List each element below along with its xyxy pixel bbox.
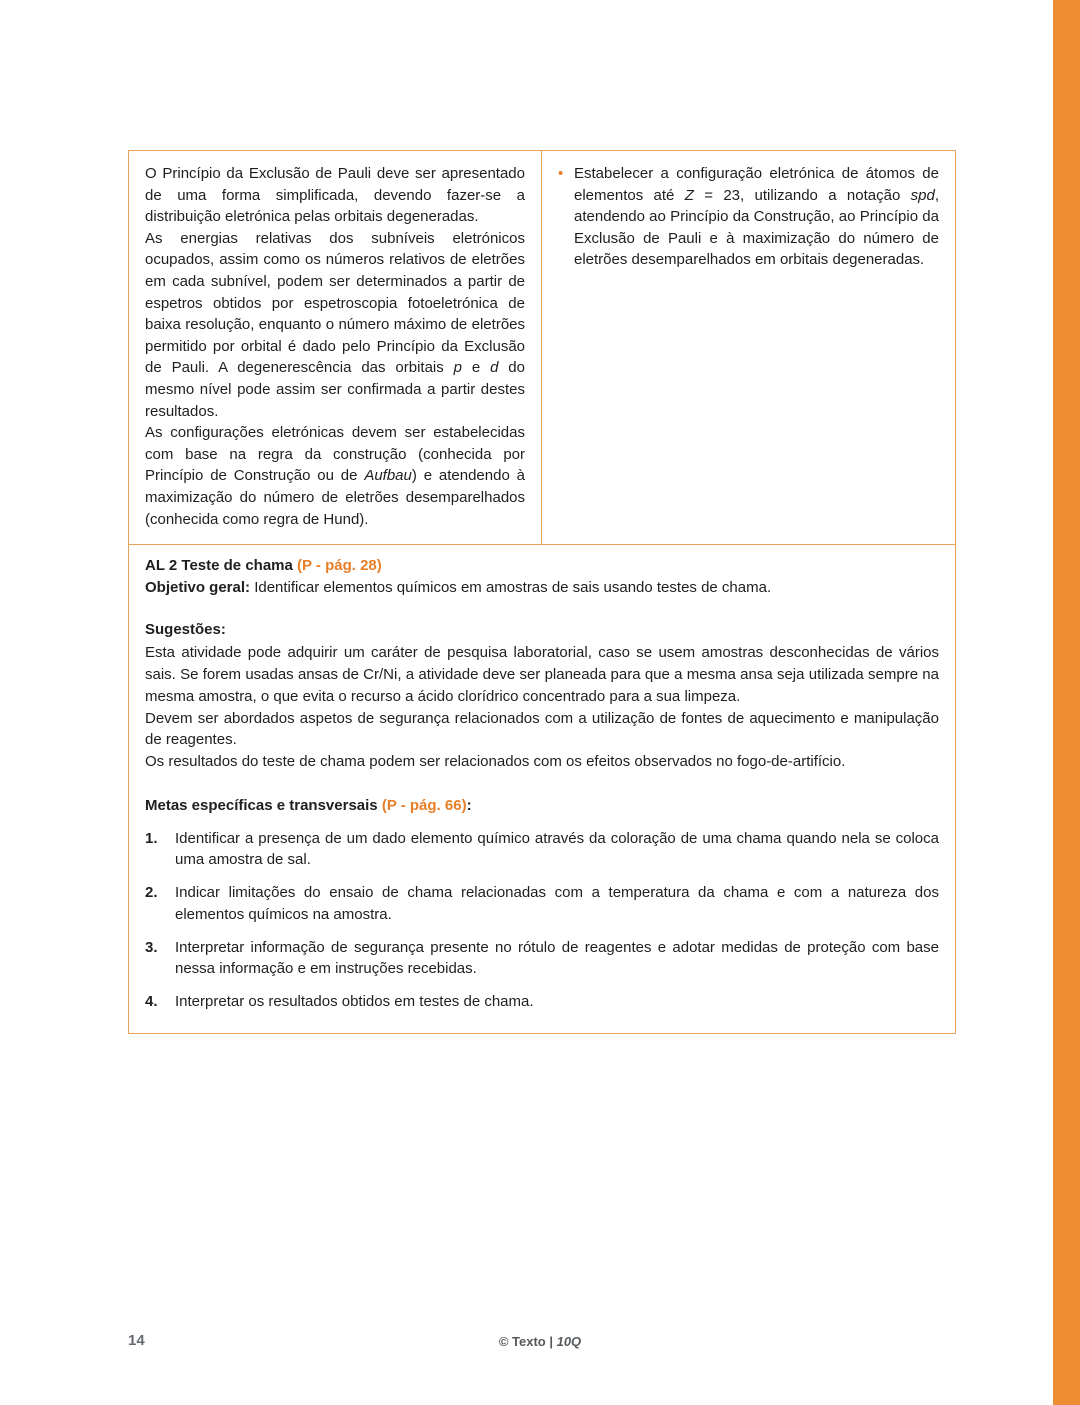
paragraph	[145, 422, 525, 530]
page-accent-sidebar	[1053, 0, 1080, 1405]
list-item-number: 1.	[145, 829, 158, 847]
goals-page-ref: (P - pág. 66)	[381, 796, 467, 814]
objective-label: Objetivo geral:	[145, 578, 251, 596]
suggestions-body	[145, 642, 939, 773]
list-item-number: 3.	[145, 938, 158, 956]
list-item-number: 4.	[145, 993, 158, 1011]
list-item	[145, 937, 939, 981]
text-run: As energias relativas dos subníveis eletrónicos ocupados, assim como os números relativos de eletrões em cada subnível, podem ser determinados a partir de espetros obtidos por espetroscopia fotoeletrónica de baixa resolução, enquanto o número máximo de eletrões permitido por orbital é dado pelo Princípio da Exclusão de Pauli. A degenerescência das orbitais	[145, 229, 525, 377]
list-item	[145, 991, 939, 1013]
text-run: , atendendo ao Princípio da Construção, ao Princípio da Exclusão de Pauli e à maximização do número de eletrões desemparelhados em orbitais degeneradas.	[574, 186, 939, 269]
list-item	[145, 828, 939, 872]
paragraph: Esta atividade pode adquirir um caráter de pesquisa laboratorial, caso se usem amostras desconhecidas de vários sais. Se forem usadas ansas de Cr/Ni, a atividade deve ser planeada para que a mesma ansa seja utilizada sempre na mesma amostra, o que evita o recurso a ácido clorídrico concentrado para a sua limpeza.	[145, 644, 939, 705]
text-run: = 23, utilizando a notação	[693, 186, 911, 204]
text-run-italic: Aufbau	[364, 467, 412, 485]
list-item-text: Interpretar os resultados obtidos em testes de chama.	[175, 993, 534, 1011]
content-area	[128, 150, 956, 1034]
footer-brand	[0, 1334, 1080, 1349]
paragraph	[145, 228, 525, 422]
goal-bullet-item	[558, 163, 939, 271]
text-run: Estabelecer a configuração eletrónica de átomos de elementos até	[574, 165, 939, 204]
paragraph: Os resultados do teste de chama podem ser relacionados com os efeitos observados no fogo-de-artifício.	[145, 753, 846, 771]
list-item-text: Identificar a presença de um dado elemento químico através da coloração de uma chama quando nela se coloca uma amostra de sal.	[175, 829, 939, 869]
list-item-text: Interpretar informação de segurança presente no rótulo de reagentes e adotar medidas de proteção com base nessa informação e em instruções recebidas.	[175, 938, 939, 978]
footer-brand-prefix: © Texto |	[498, 1334, 557, 1349]
objective-text: Identificar elementos químicos em amostras de sais usando testes de chama.	[250, 578, 772, 596]
page-number: 14	[128, 1332, 145, 1349]
goal-text	[574, 163, 939, 271]
bullet-icon: •	[558, 165, 564, 182]
text-run: O Princípio da Exclusão de Pauli deve ser apresentado de uma forma simplificada, devendo fazer-se a distribuição eletrónica pelas orbitais degeneradas.	[145, 165, 525, 226]
list-item-text: Indicar limitações do ensaio de chama relacionadas com a temperatura da chama e com a natureza dos elementos químicos na amostra.	[175, 884, 939, 923]
footer-brand-title: 10Q	[556, 1334, 582, 1349]
al2-activity-section	[129, 545, 955, 1033]
paragraph	[145, 163, 525, 228]
text-run: e	[461, 359, 491, 377]
left-cell-notes	[129, 151, 542, 544]
text-run-italic: p	[453, 359, 462, 377]
paragraph: Devem ser abordados aspetos de segurança relacionados com a utilização de fontes de aquecimento e manipulação de reagentes.	[145, 709, 939, 749]
activity-title	[145, 555, 939, 577]
activity-title-text: AL 2 Teste de chama	[145, 557, 298, 575]
numbered-goal-list	[145, 828, 939, 1013]
objective-line	[145, 577, 939, 599]
right-cell-goals	[542, 151, 955, 544]
two-column-table-row	[129, 151, 955, 545]
text-run-italic: spd	[910, 186, 935, 204]
content-box	[128, 150, 956, 1034]
list-item	[145, 882, 939, 926]
list-item-number: 2.	[145, 884, 158, 902]
goals-heading	[145, 795, 939, 817]
text-run: do mesmo nível pode assim ser confirmada a partir destes resultados.	[145, 359, 525, 420]
activity-page-ref: (P - pág. 28)	[297, 557, 382, 575]
goals-heading-text: Metas específicas e transversais	[145, 796, 382, 814]
text-run: As configurações eletrónicas devem ser estabelecidas com base na regra da construção (conhecida por Princípio de Construção ou de	[145, 424, 525, 485]
suggestions-label: Sugestões:	[145, 620, 226, 638]
text-run-italic: Z	[684, 186, 694, 204]
goals-heading-colon: :	[466, 796, 472, 814]
text-run: ) e atendendo à maximização do número de eletrões desemparelhados (conhecida como regra de Hund).	[145, 467, 525, 528]
text-run-italic: d	[490, 359, 499, 377]
